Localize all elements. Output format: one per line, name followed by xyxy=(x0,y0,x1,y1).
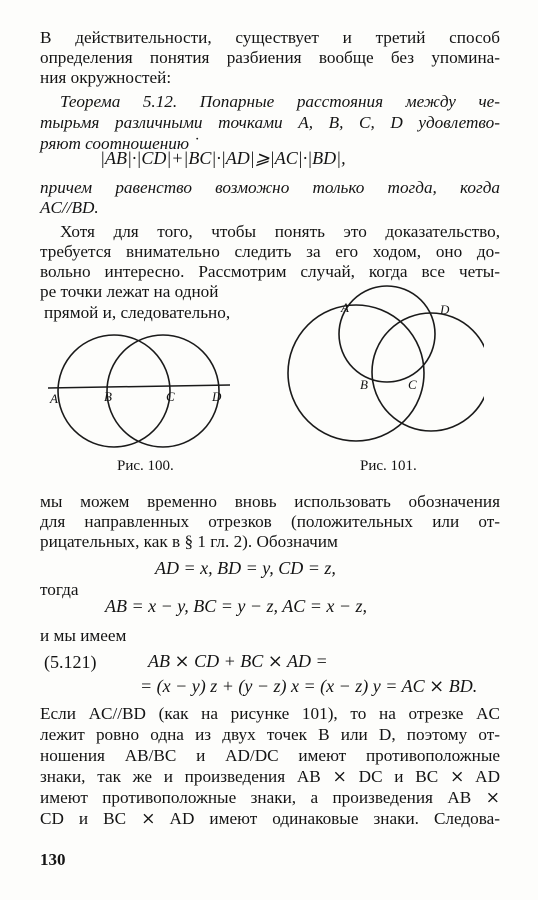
text-line: ния окружностей: xyxy=(40,68,172,87)
theorem-formula: |AB|·|CD|+|BC|·|AD|⩾|AC|·|BD|, xyxy=(100,148,346,168)
text-line: Если AC//BD (как на рисунке 101), то на отрезке AC xyxy=(40,704,500,723)
theorem-line: причем равенство возможно только тогда, когда xyxy=(40,178,500,197)
figure-100-caption: Рис. 100. xyxy=(117,458,174,474)
circle-top xyxy=(339,286,435,382)
point-label-b: B xyxy=(104,389,112,404)
circle-left xyxy=(58,335,170,447)
text-line: и мы имеем xyxy=(40,626,127,645)
point-label-d: D xyxy=(212,389,222,404)
text-line: вольно интересно. Рассмотрим случай, когда все четы- xyxy=(40,262,500,281)
text-line: лежит ровно одна из двух точек B или D, поэтому от- xyxy=(40,725,500,744)
point-label-a: A xyxy=(50,391,58,406)
text-line: определения понятия разбиения вообще без упомина- xyxy=(40,48,500,67)
circle-right xyxy=(372,313,484,431)
point-label-a: A xyxy=(341,300,349,315)
theorem-line: тырьмя различными точками A, B, C, D удовлетво- xyxy=(40,113,500,132)
text-line: ре точки лежат на одной xyxy=(40,282,219,301)
point-label-b: B xyxy=(360,377,368,392)
theorem-line: AC//BD. xyxy=(40,198,99,217)
theorem-line: ряют соотношению ˙ xyxy=(40,134,199,153)
theorem-line: Теорема 5.12. Попарные расстояния между че- xyxy=(60,92,500,111)
figure-101 xyxy=(284,282,484,452)
equation-label: (5.121) xyxy=(44,652,97,672)
text-line: тогда xyxy=(40,580,79,599)
text-line: ношения AB/BC и AD/DC имеют противоположные xyxy=(40,746,500,765)
figure-100 xyxy=(40,325,240,465)
text-line: Хотя для того, чтобы понять это доказательство, xyxy=(60,222,500,241)
page-number: 130 xyxy=(40,850,66,869)
figure-101-caption: Рис. 101. xyxy=(360,458,417,474)
equation-line-2: = (x − y) z + (y − z) x = (x − z) y = AC ⨯ BD. xyxy=(140,676,478,696)
text-line: CD и BC ⨯ AD имеют одинаковые знаки. Следова- xyxy=(40,809,500,828)
circle-left xyxy=(288,305,424,441)
text-line: В действительности, существует и третий способ xyxy=(40,28,500,47)
point-label-c: C xyxy=(166,389,175,404)
line-through-points xyxy=(48,385,230,388)
equation-defs: AD = x, BD = y, CD = z, xyxy=(155,558,336,578)
text-line: требуется внимательно следить за его ходом, оно до- xyxy=(40,242,500,261)
text-line: рицательных, как в § 1 гл. 2). Обозначим xyxy=(40,532,338,551)
equation-line-1: AB ⨯ CD + BC ⨯ AD = xyxy=(148,651,328,671)
point-label-c: C xyxy=(408,377,417,392)
equation-diffs: AB = x − y, BC = y − z, AC = x − z, xyxy=(105,596,368,616)
text-line: прямой и, следовательно, xyxy=(44,303,231,322)
text-line: для направленных отрезков (положительных или от- xyxy=(40,512,500,531)
circle-right xyxy=(107,335,219,447)
text-line: мы можем временно вновь использовать обозначения xyxy=(40,492,500,511)
text-line: имеют противоположные знаки, а произведения AB ⨯ xyxy=(40,788,500,807)
point-label-d: D xyxy=(440,302,450,317)
text-line: знаки, так же и произведения AB ⨯ DC и BC ⨯ AD xyxy=(40,767,500,786)
